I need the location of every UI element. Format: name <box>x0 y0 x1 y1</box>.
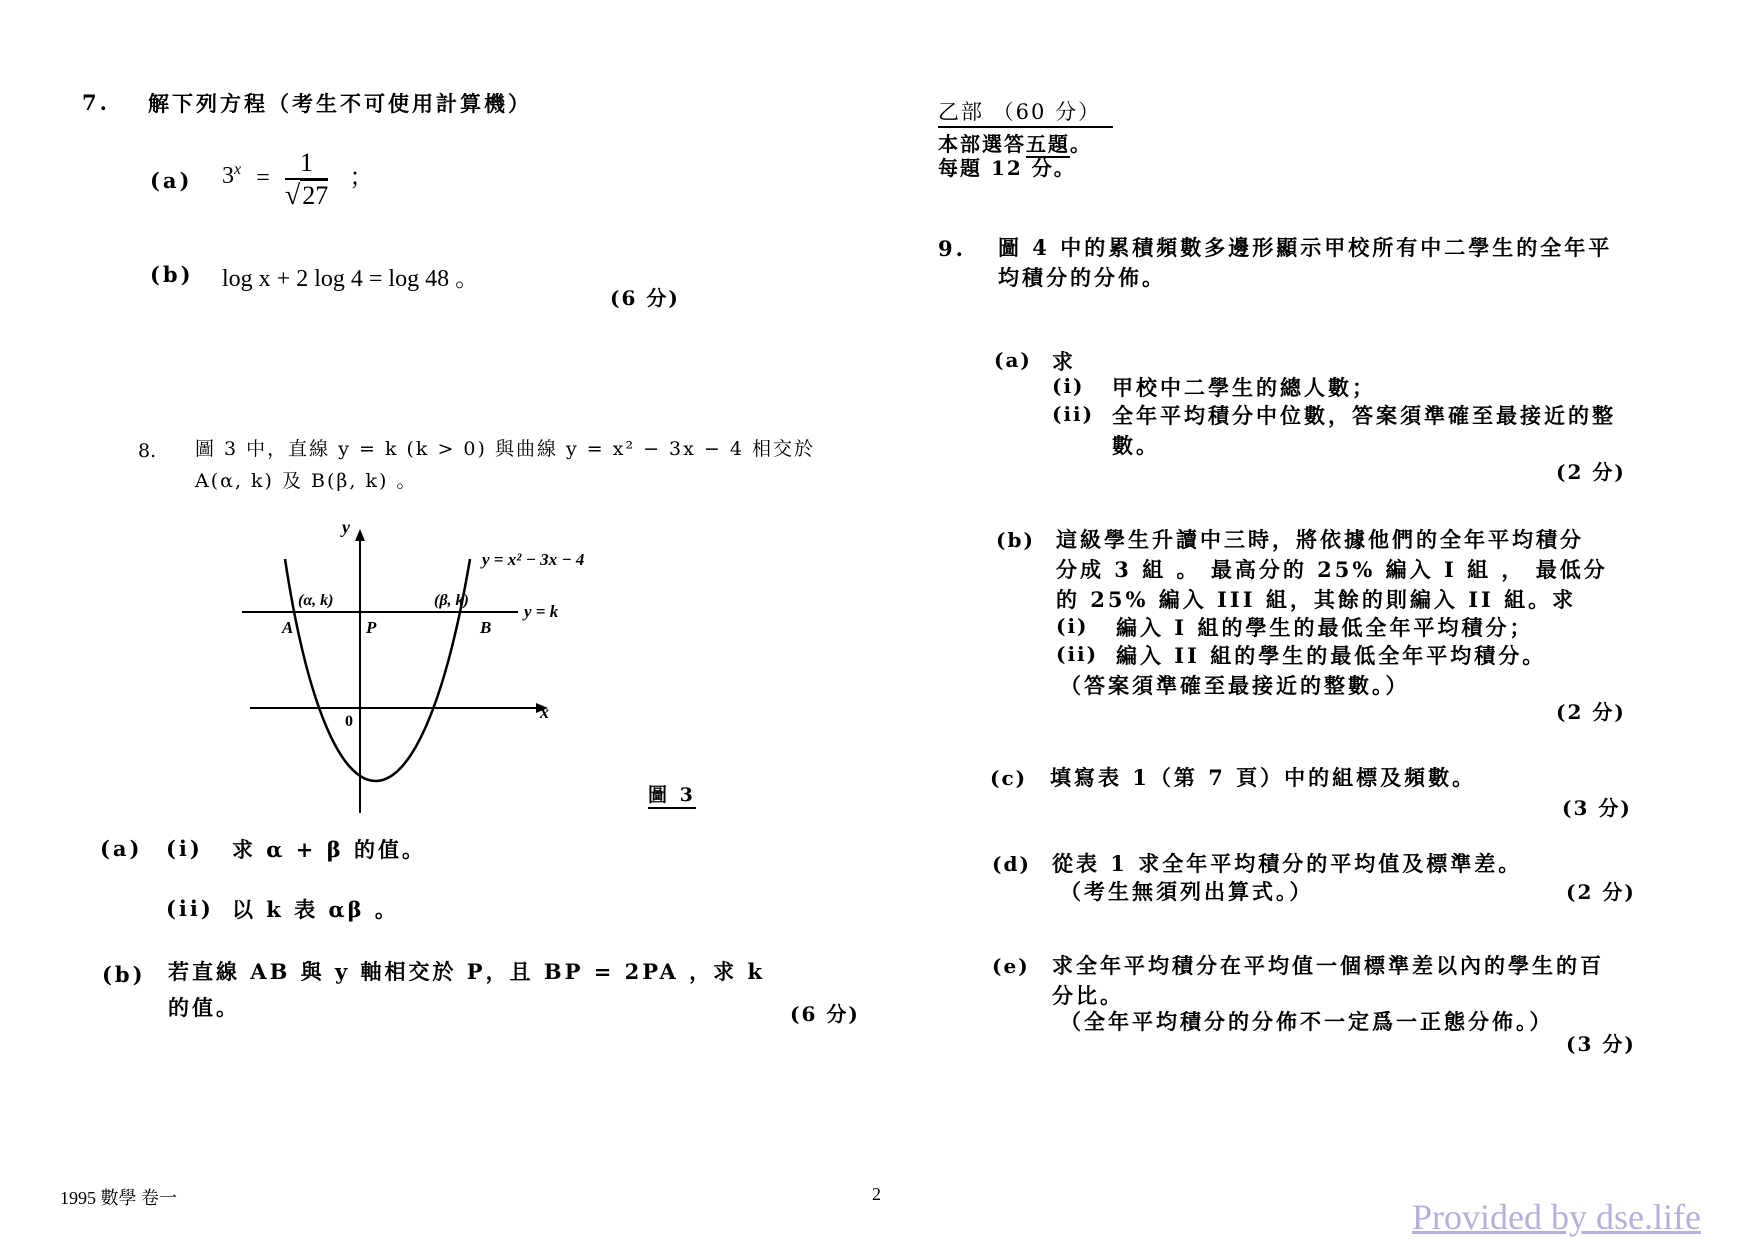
q9-e-line1: 求全年平均積分在平均值一個標準差以內的學生的百 <box>1052 953 1604 978</box>
x-axis-label: x <box>540 702 549 722</box>
q9-b-line2: 分成 3 組 。 最高分的 25% 編入 I 組 ， 最低分 <box>1056 557 1608 582</box>
q8-aii-label: (ii) <box>166 896 214 921</box>
q7-a-numerator: 1 <box>285 148 328 180</box>
q7-a-end: ； <box>349 164 374 191</box>
q9-d-label: (d) <box>992 852 1031 876</box>
q9-bi-label: (i) <box>1056 614 1089 638</box>
q9-c-text: 填寫表 1（第 7 頁）中的組標及頻數。 <box>1050 765 1477 790</box>
q9-ai-text: 甲校中二學生的總人數； <box>1112 375 1376 400</box>
q9-bii-label: (ii) <box>1056 642 1099 666</box>
q7-a-exponent: x <box>234 161 242 179</box>
section-b-title: 乙部 （60 分） <box>938 96 1113 128</box>
q9-b-marks: (2 分) <box>1556 700 1626 724</box>
q9-a-label: (a) <box>994 348 1032 372</box>
q9-d-marks: (2 分) <box>1566 880 1636 904</box>
q8-aii-text: 以 k 表 αβ 。 <box>232 897 399 922</box>
q9-c-marks: (3 分) <box>1562 796 1632 820</box>
section-b-instruction-post: 。 <box>1070 132 1092 156</box>
q8-marks: (6 分) <box>790 1002 860 1026</box>
line-label: y = k <box>524 602 559 621</box>
q9-stem-line2: 均積分的分佈。 <box>998 265 1166 290</box>
q7-b-label: (b) <box>150 262 194 287</box>
q9-d-line1: 從表 1 求全年平均積分的平均值及標準差。 <box>1052 851 1523 876</box>
q8-b-line2: 的值。 <box>168 995 240 1020</box>
q7-a-label: (a) <box>150 168 193 193</box>
footer-page-number: 2 <box>872 1184 881 1204</box>
q9-a-text: 求 <box>1052 349 1076 374</box>
q9-b-line3: 的 25% 編入 III 組，其餘的則編入 II 組。求 <box>1056 587 1577 612</box>
q9-e-line2: 分比。 <box>1052 983 1124 1008</box>
point-b-label: B <box>480 618 492 637</box>
figure-3-caption: 圖 3 <box>648 780 696 809</box>
watermark-link[interactable]: Provided by dse.life <box>1412 1197 1701 1237</box>
q9-b-line1: 這級學生升讀中三時，將依據他們的全年平均積分 <box>1056 527 1584 552</box>
y-axis-label: y <box>342 517 350 537</box>
alpha-point-label: (α, k) <box>298 592 334 609</box>
q9-d-line2: （考生無須列出算式。） <box>1060 879 1314 904</box>
q7-a-base: 3 <box>222 162 234 189</box>
q9-stem-line1: 圖 4 中的累積頻數多邊形顯示甲校所有中二學生的全年平 <box>998 235 1613 260</box>
q8-stem-line2: A(α, k) 及 B(β, k) 。 <box>195 470 418 492</box>
q7-number: 7. <box>82 90 110 115</box>
q9-b-label: (b) <box>996 528 1035 552</box>
point-a-label: A <box>282 618 294 637</box>
q8-b-label: (b) <box>102 962 146 987</box>
q8-ai-label: (i) <box>166 836 203 861</box>
q9-e-line3: （全年平均積分的分佈不一定爲一正態分佈。） <box>1060 1009 1554 1034</box>
q8-stem-line1: 圖 3 中，直線 y = k (k > 0) 與曲線 y = x² − 3x − 4 相交於 <box>195 438 815 460</box>
q9-bii-text: 編入 II 組的學生的最低全年平均積分。 <box>1116 643 1547 668</box>
q8-a-label: (a) <box>100 836 143 861</box>
figure-3-graph <box>230 515 630 815</box>
q8-b-line1: 若直線 AB 與 y 軸相交於 P，且 BP = 2PA ，求 k <box>168 959 766 984</box>
q8-ai-text: 求 α + β 的值。 <box>232 837 426 862</box>
q7-a-equals: = <box>256 164 270 191</box>
beta-point-label: (β, k) <box>434 592 469 609</box>
section-b-marks-note: 每題 12 分。 <box>938 156 1076 180</box>
q7-marks: (6 分) <box>610 286 680 310</box>
q7-a-denominator: √27 <box>284 180 329 211</box>
footer-exam-title: 1995 數學 卷一 <box>60 1188 177 1208</box>
q9-e-label: (e) <box>992 954 1030 978</box>
q9-ai-label: (i) <box>1052 374 1085 398</box>
curve-label: y = x² − 3x − 4 <box>482 550 585 569</box>
origin-label: 0 <box>345 713 353 730</box>
q9-a-marks: (2 分) <box>1556 460 1626 484</box>
q9-e-marks: (3 分) <box>1566 1032 1636 1056</box>
y-axis-arrow-icon <box>355 529 365 541</box>
q7-stem: 解下列方程（考生不可使用計算機） <box>148 91 532 116</box>
q9-aii-line2: 數。 <box>1112 433 1160 458</box>
q9-aii-label: (ii) <box>1052 402 1095 426</box>
q9-b-note: （答案須準確至最接近的整數。） <box>1060 673 1410 698</box>
q9-number: 9. <box>938 236 966 261</box>
q7-b-equation: log x + 2 log 4 = log 48 。 <box>222 266 480 292</box>
q9-c-label: (c) <box>990 766 1028 790</box>
q7-a-equation <box>222 148 373 212</box>
section-b-instruction-pre: 本部選答 <box>938 132 1026 156</box>
q8-number: 8. <box>138 440 157 462</box>
point-p-label: P <box>366 618 377 637</box>
q7-a-fraction <box>285 148 328 212</box>
section-b-instruction-underlined: 五題 <box>1026 132 1070 156</box>
q9-bi-text: 編入 I 組的學生的最低全年平均積分； <box>1116 615 1534 640</box>
q9-aii-line1: 全年平均積分中位數，答案須準確至最接近的整 <box>1112 403 1616 428</box>
